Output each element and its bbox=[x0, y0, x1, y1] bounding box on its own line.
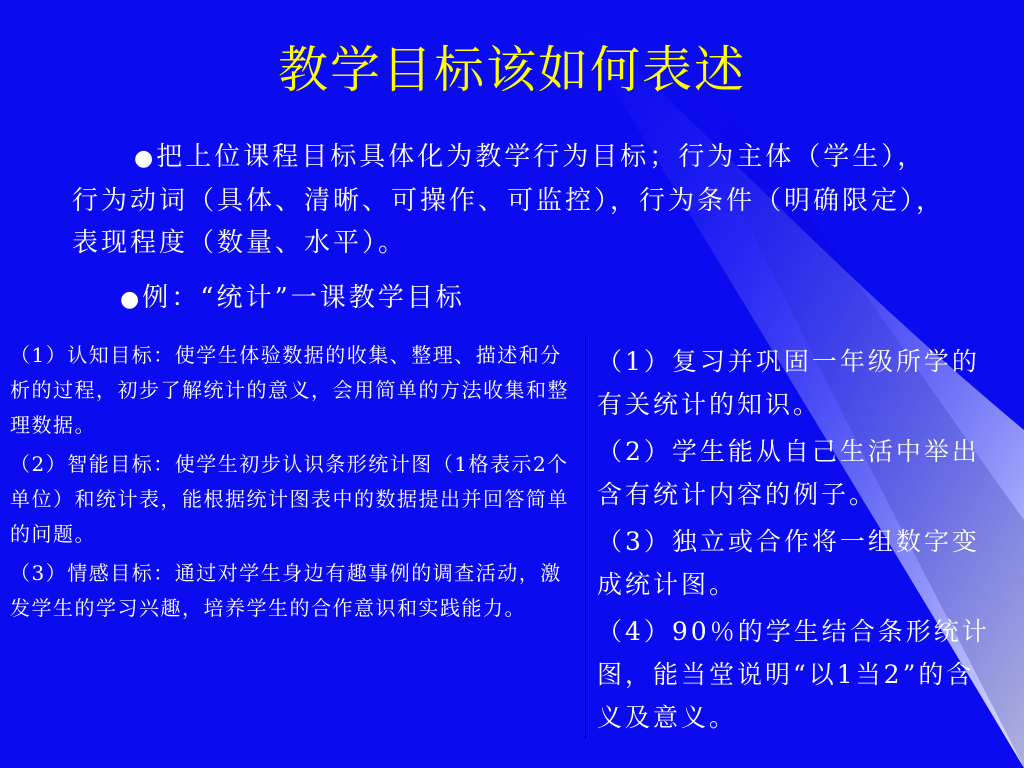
intro-paragraph bbox=[72, 136, 952, 264]
right-column bbox=[597, 340, 997, 743]
right-item: （4）90％的学生结合条形统计图，能当堂说明“以1当2”的含义及意义。 bbox=[597, 617, 990, 732]
slide-title: 教学目标该如何表述 bbox=[278, 41, 746, 99]
example-heading bbox=[120, 278, 465, 320]
right-item: （2）学生能从自己生活中举出含有统计内容的例子。 bbox=[597, 437, 980, 509]
bullet-icon: ● bbox=[120, 287, 143, 312]
left-item: （3）情感目标：通过对学生身边有趣事例的调查活动，激发学生的学习兴趣，培养学生的合作意识和实践能力。 bbox=[10, 561, 562, 620]
right-item: （3）独立或合作将一组数字变成统计图。 bbox=[597, 527, 980, 599]
left-item: （2）智能目标：使学生初步认识条形统计图（1格表示2个单位）和统计表，能根据统计图表中的数据提出并回答简单的问题。 bbox=[10, 452, 569, 546]
column-divider bbox=[585, 336, 586, 738]
left-item: （1）认知目标：使学生体验数据的收集、整理、描述和分析的过程，初步了解统计的意义，会用简单的方法收集和整理数据。 bbox=[10, 343, 569, 437]
example-text: 例：“统计”一课教学目标 bbox=[142, 283, 465, 313]
left-column bbox=[10, 338, 575, 630]
intro-text: 把上位课程目标具体化为教学行为目标；行为主体（学生），行为动词（具体、清晰、可操作、可监控），行为条件（明确限定），表现程度（数量、水平）。 bbox=[72, 142, 946, 258]
bullet-icon: ● bbox=[134, 146, 157, 171]
right-item: （1）复习并巩固一年级所学的有关统计的知识。 bbox=[597, 347, 980, 419]
